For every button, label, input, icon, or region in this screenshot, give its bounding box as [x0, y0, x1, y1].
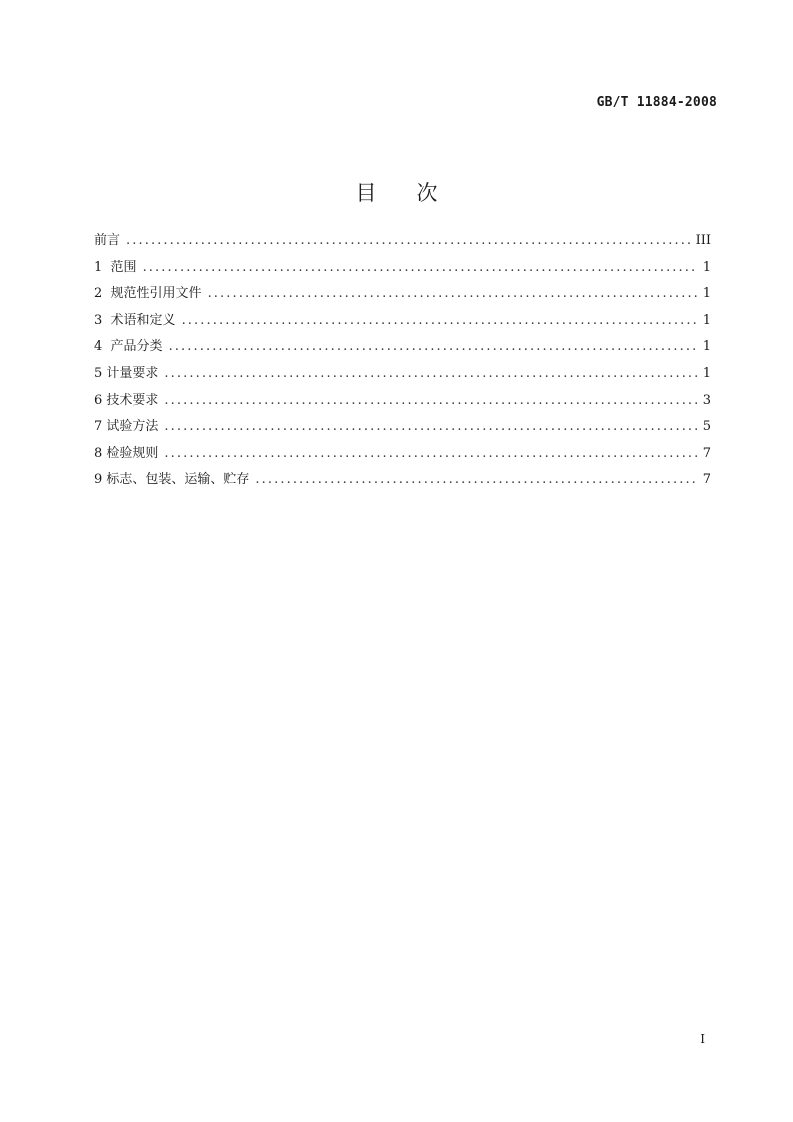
toc-leader-dots — [164, 393, 696, 408]
title-char-2: 次 — [416, 181, 438, 206]
toc-entry-page: 7 — [702, 472, 711, 488]
toc-leader-dots — [143, 260, 697, 275]
toc-entry-label: 标志、包装、运输、贮存 — [106, 472, 250, 488]
title-char-1: 目 — [355, 181, 377, 206]
toc-entry-foreword[interactable] — [94, 229, 711, 256]
toc-leader-dots — [164, 446, 696, 461]
toc-entry-page: III — [695, 233, 711, 248]
toc-entry-test-methods[interactable] — [94, 415, 711, 442]
toc-entry-label: 产品分类 — [110, 339, 163, 355]
toc-entry-label: 试验方法 — [106, 419, 159, 435]
toc-entry-page: 5 — [702, 419, 711, 435]
toc-entry-page: 1 — [702, 365, 711, 381]
toc-entry-terms-definitions[interactable] — [94, 309, 711, 336]
toc-leader-dots — [126, 233, 690, 248]
toc-entry-number: 8 — [94, 445, 107, 461]
toc-entry-label: 前言 — [94, 233, 121, 248]
page-title — [0, 177, 793, 207]
toc-entry-number: 5 — [94, 365, 107, 381]
toc-leader-dots — [164, 419, 696, 434]
toc-entry-inspection-rules[interactable] — [94, 442, 711, 469]
toc-entry-marking-packaging[interactable] — [94, 468, 711, 495]
toc-entry-page: 1 — [702, 312, 711, 328]
toc-entry-page: 3 — [702, 392, 711, 408]
toc-leader-dots — [182, 313, 697, 328]
toc-leader-dots — [255, 472, 696, 487]
toc-entry-technical-requirements[interactable] — [94, 389, 711, 416]
toc-entry-number: 2 — [94, 286, 111, 302]
toc-entry-page: 1 — [702, 286, 711, 302]
toc-leader-dots — [208, 286, 697, 301]
toc-entry-number: 7 — [94, 419, 107, 435]
toc-entry-page: 1 — [702, 259, 711, 275]
toc-entry-number: 1 — [94, 259, 111, 275]
toc-entry-label: 检验规则 — [106, 445, 159, 461]
standard-code: GB/T 11884-2008 — [596, 95, 717, 110]
toc-entry-page: 7 — [702, 445, 711, 461]
toc-entry-scope[interactable] — [94, 256, 711, 283]
toc-entry-page: 1 — [702, 339, 711, 355]
toc-entry-product-classification[interactable] — [94, 335, 711, 362]
toc-leader-dots — [164, 366, 696, 381]
toc-entry-number: 9 — [94, 472, 107, 488]
toc-entry-label: 规范性引用文件 — [110, 286, 202, 302]
toc-entry-metrological-requirements[interactable] — [94, 362, 711, 389]
toc-entry-label: 计量要求 — [106, 365, 159, 381]
toc-entry-label: 术语和定义 — [110, 312, 176, 328]
toc-entry-label: 技术要求 — [106, 392, 159, 408]
toc-entry-number: 6 — [94, 392, 107, 408]
toc-entry-number: 3 — [94, 312, 111, 328]
toc-entry-number: 4 — [94, 339, 111, 355]
toc-entry-label: 范围 — [110, 259, 137, 275]
table-of-contents — [94, 229, 711, 495]
toc-entry-normative-references[interactable] — [94, 282, 711, 309]
toc-leader-dots — [169, 339, 697, 354]
page-number: I — [700, 1032, 705, 1046]
